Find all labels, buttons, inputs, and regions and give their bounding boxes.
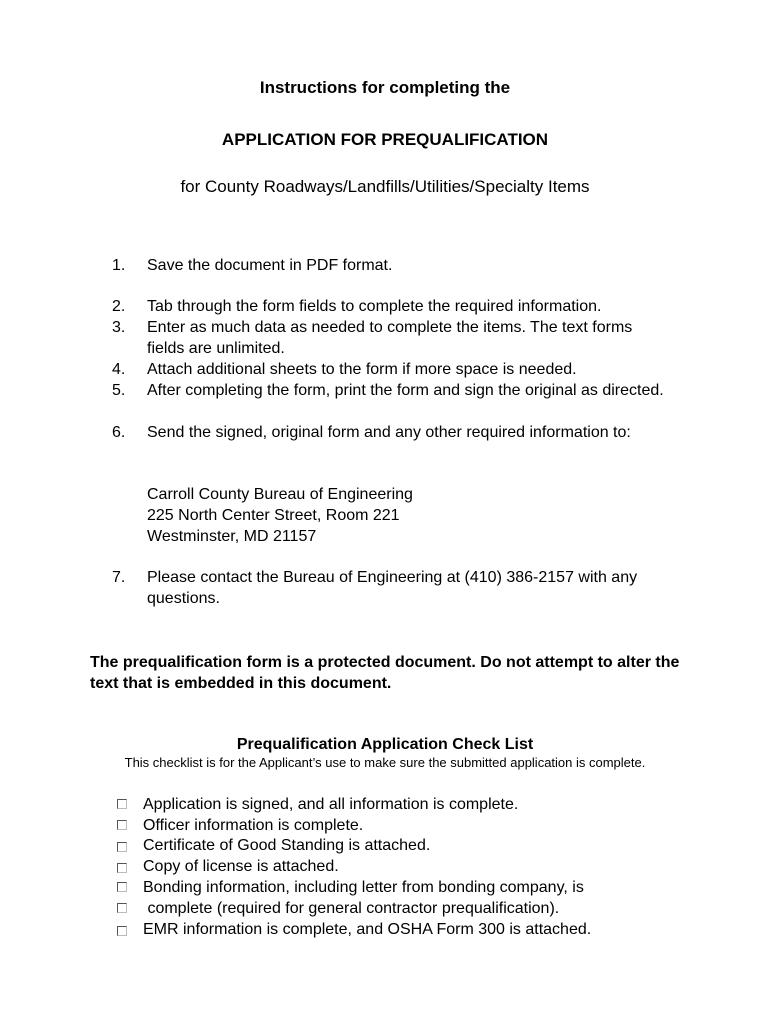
- instruction-number: 3.: [112, 319, 126, 336]
- checkbox[interactable]: [117, 863, 127, 873]
- instruction-text: Tab through the form fields to complete the required information.: [147, 298, 602, 315]
- doc-heading-line1: Instructions for completing the: [259, 78, 511, 97]
- instruction-text: Attach additional sheets to the form if more space is needed.: [147, 361, 577, 378]
- instruction-text: Enter as much data as needed to complete the items. The text forms fields are unlimited.: [147, 319, 633, 357]
- checklist-item-label: complete (required for general contractor prequalification).: [143, 900, 560, 917]
- instruction-number: 7.: [112, 569, 126, 586]
- checklist-title: Prequalification Application Check List: [236, 736, 534, 753]
- checkbox[interactable]: [117, 820, 127, 830]
- checkbox[interactable]: [117, 903, 127, 913]
- checklist-item-label: Copy of license is attached.: [143, 858, 339, 875]
- protected-document-warning: The prequalification form is a protected document. Do not attempt to alter the text that is embedded in this document.: [90, 654, 680, 692]
- doc-subtitle: for County Roadways/Landfills/Utilities/Specialty Items: [180, 177, 590, 196]
- checklist-item-label: Bonding information, including letter from bonding company, is: [143, 879, 584, 896]
- instruction-number: 5.: [112, 382, 126, 399]
- checkbox[interactable]: [117, 926, 127, 936]
- instruction-number: 4.: [112, 361, 126, 378]
- checklist-item-label: EMR information is complete, and OSHA Form 300 is attached.: [143, 921, 592, 938]
- address-line-2: 225 North Center Street, Room 221: [147, 507, 400, 524]
- checklist-item-label: Application is signed, and all information is complete.: [143, 796, 519, 813]
- address-line-3: Westminster, MD 21157: [147, 528, 317, 545]
- instruction-number: 2.: [112, 298, 126, 315]
- checkbox[interactable]: [117, 882, 127, 892]
- instruction-text: Send the signed, original form and any other required information to:: [147, 424, 631, 441]
- checkbox[interactable]: [117, 842, 127, 852]
- instruction-text: After completing the form, print the form and sign the original as directed.: [147, 382, 664, 399]
- checklist-item-label: Officer information is complete.: [143, 817, 364, 834]
- doc-title: APPLICATION FOR PREQUALIFICATION: [221, 130, 549, 149]
- instruction-number: 1.: [112, 257, 126, 274]
- checklist-subtitle: This checklist is for the Applicant’s use to make sure the submitted application is complete.: [124, 755, 646, 770]
- instruction-number: 6.: [112, 424, 126, 441]
- checklist-item-label: Certificate of Good Standing is attached.: [143, 837, 431, 854]
- address-line-1: Carroll County Bureau of Engineering: [147, 486, 413, 503]
- instruction-text: Save the document in PDF format.: [147, 257, 393, 274]
- instruction-text: Please contact the Bureau of Engineering at (410) 386-2157 with any questions.: [147, 569, 638, 607]
- checkbox[interactable]: [117, 799, 127, 809]
